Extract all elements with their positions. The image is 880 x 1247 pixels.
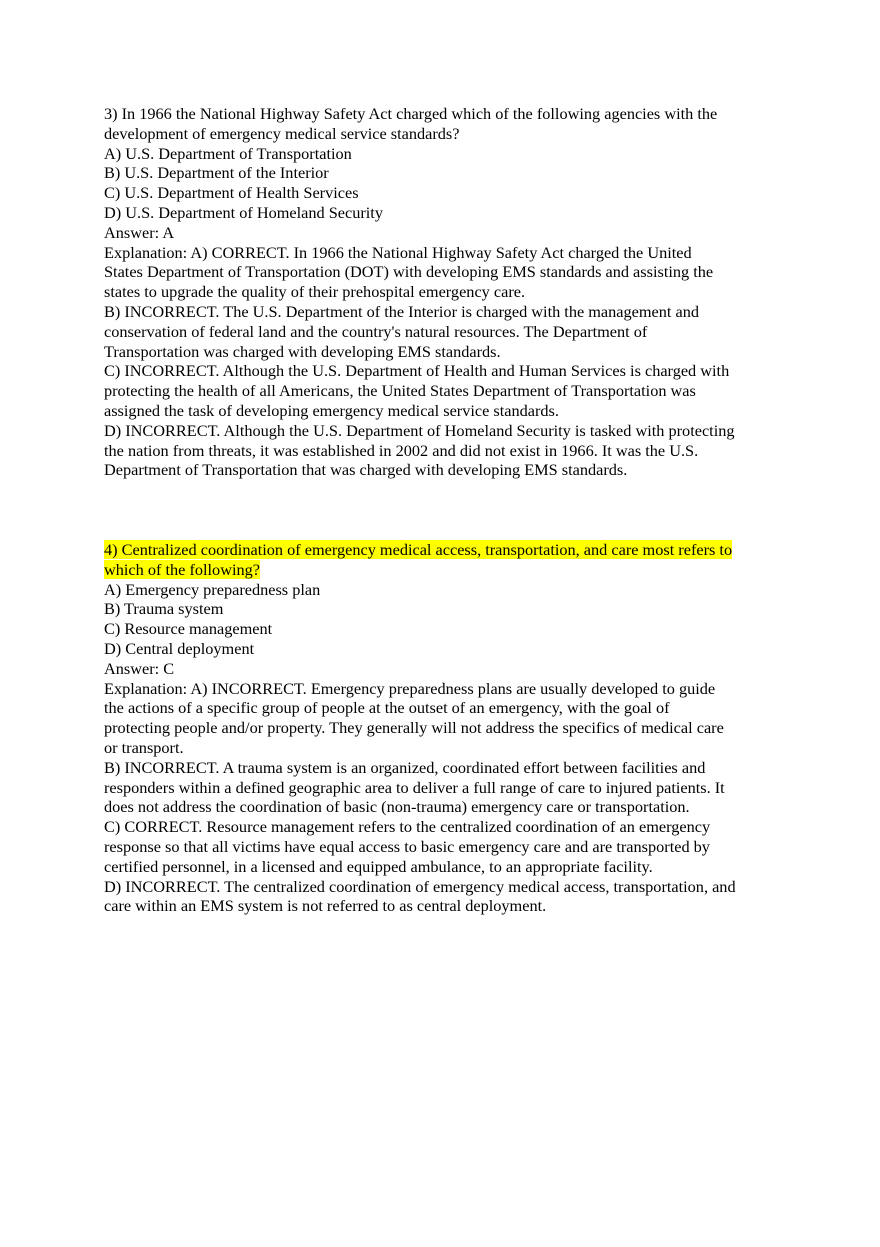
question-4-explanation bbox=[104, 679, 804, 917]
explanation-line: responders within a defined geographic area to deliver a full range of care to injured patients. It bbox=[104, 777, 725, 797]
question-4-text bbox=[104, 540, 804, 580]
explanation-line: B) INCORRECT. The U.S. Department of the Interior is charged with the management and bbox=[104, 301, 700, 321]
explanation-line: C) INCORRECT. Although the U.S. Department of Health and Human Services is charged with bbox=[104, 361, 730, 381]
option-d: D) Central deployment bbox=[104, 638, 255, 658]
explanation-line: does not address the coordination of basic (non-trauma) emergency care or transportation. bbox=[104, 797, 690, 817]
highlight-mark: which of the following? bbox=[104, 559, 260, 579]
highlight-mark: 4) Centralized coordination of emergency medical access, transportation, and care most refers to bbox=[104, 540, 733, 559]
explanation-line: certified personnel, in a licensed and equipped ambulance, to an appropriate facility. bbox=[104, 856, 653, 876]
explanation-line: conservation of federal land and the country's natural resources. The Department of bbox=[104, 321, 648, 341]
explanation-line: response so that all victims have equal access to basic emergency care and are transported by bbox=[104, 836, 710, 856]
explanation-line: States Department of Transportation (DOT) with developing EMS standards and assisting the bbox=[104, 262, 714, 282]
question-4-answer: Answer: C bbox=[104, 658, 175, 678]
option-d: D) U.S. Department of Homeland Security bbox=[104, 202, 383, 222]
explanation-line: care within an EMS system is not referred to as central deployment. bbox=[104, 896, 547, 916]
explanation-line: D) INCORRECT. The centralized coordination of emergency medical access, transportation, and bbox=[104, 876, 736, 896]
explanation-line: C) CORRECT. Resource management refers to the centralized coordination of an emergency bbox=[104, 817, 711, 837]
explanation-line: assigned the task of developing emergency medical service standards. bbox=[104, 400, 559, 420]
explanation-line: the nation from threats, it was established in 2002 and did not exist in 1966. It was the U.S. bbox=[104, 440, 699, 460]
option-a: A) U.S. Department of Transportation bbox=[104, 143, 352, 163]
explanation-line: protecting the health of all Americans, the United States Department of Transportation was bbox=[104, 381, 696, 401]
explanation-line: the actions of a specific group of people at the outset of an emergency, with the goal of bbox=[104, 698, 670, 718]
explanation-line: Explanation: A) INCORRECT. Emergency preparedness plans are usually developed to guide bbox=[104, 678, 716, 698]
option-b: B) Trauma system bbox=[104, 599, 224, 619]
question-3-options bbox=[104, 144, 804, 223]
option-a: A) Emergency preparedness plan bbox=[104, 579, 321, 599]
explanation-line: Department of Transportation that was charged with developing EMS standards. bbox=[104, 460, 628, 480]
question-4-block bbox=[104, 540, 804, 916]
explanation-line: states to upgrade the quality of their prehospital emergency care. bbox=[104, 282, 526, 302]
explanation-line: or transport. bbox=[104, 737, 184, 757]
question-3-answer: Answer: A bbox=[104, 222, 175, 242]
question-line-highlighted bbox=[104, 560, 804, 580]
explanation-line: Transportation was charged with developing EMS standards. bbox=[104, 341, 501, 361]
option-b: B) U.S. Department of the Interior bbox=[104, 163, 329, 183]
explanation-line: Explanation: A) CORRECT. In 1966 the National Highway Safety Act charged the United bbox=[104, 242, 692, 262]
question-line: 3) In 1966 the National Highway Safety Act charged which of the following agencies with the bbox=[104, 104, 718, 123]
explanation-line: protecting people and/or property. They generally will not address the specifics of medical care bbox=[104, 718, 724, 738]
question-line: development of emergency medical service standards? bbox=[104, 123, 460, 143]
explanation-line: D) INCORRECT. Although the U.S. Department of Homeland Security is tasked with protecting bbox=[104, 420, 735, 440]
option-c: C) U.S. Department of Health Services bbox=[104, 183, 359, 203]
option-c: C) Resource management bbox=[104, 619, 273, 639]
question-line-highlighted bbox=[104, 540, 804, 560]
question-3-block bbox=[104, 104, 804, 480]
question-4-options bbox=[104, 580, 804, 659]
explanation-line: B) INCORRECT. A trauma system is an organized, coordinated effort between facilities and bbox=[104, 757, 706, 777]
question-3-explanation bbox=[104, 243, 804, 481]
question-3-text bbox=[104, 104, 804, 144]
